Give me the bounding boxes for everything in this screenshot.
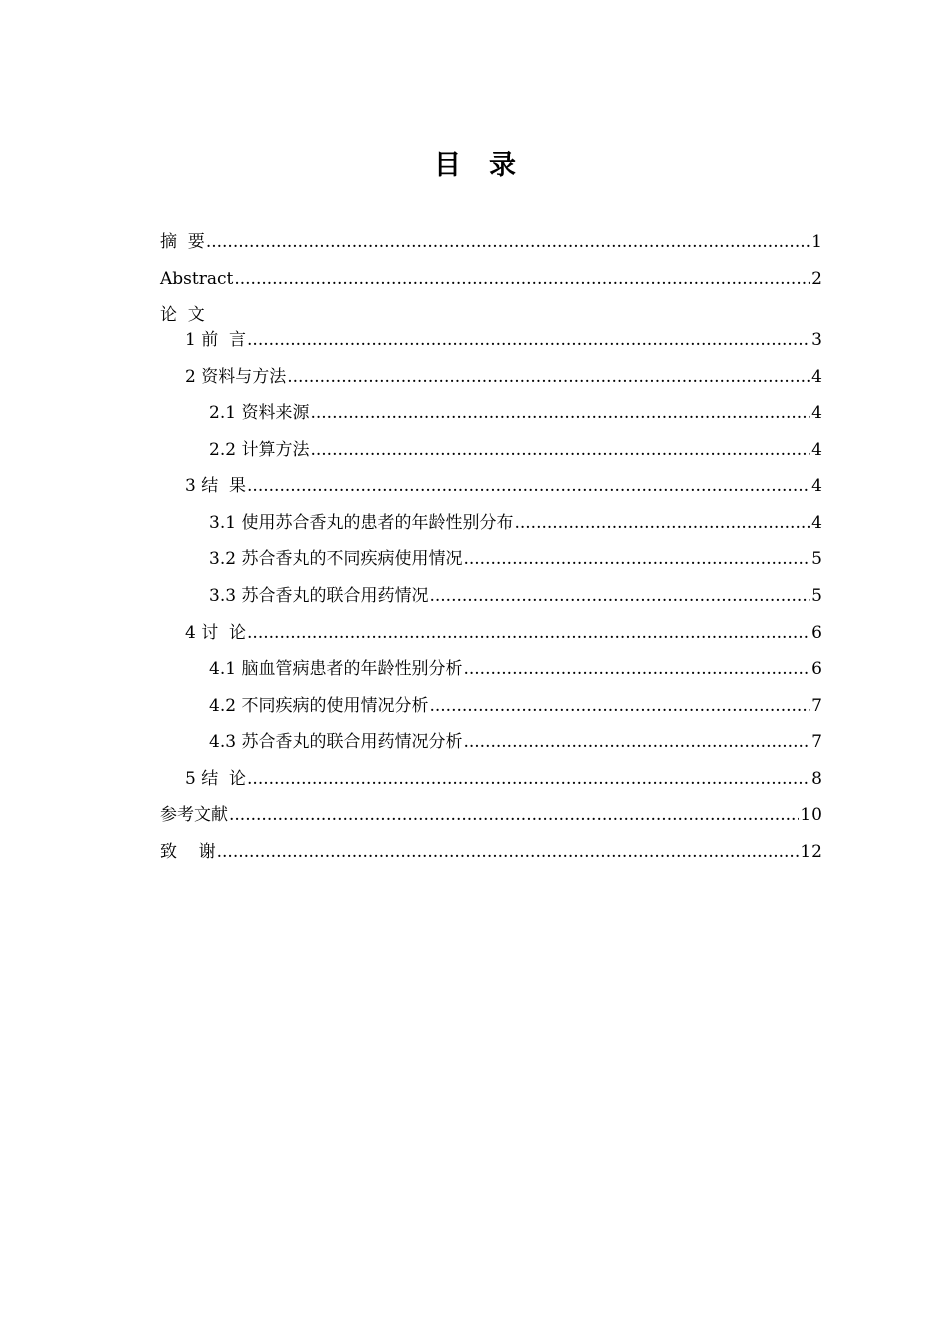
toc-entry-section-3[interactable] (185, 475, 822, 497)
toc-entry-page: 5 (811, 586, 822, 606)
toc-entry-section-4-1[interactable] (209, 658, 822, 680)
toc-entry-page: 7 (811, 696, 822, 716)
toc-entry-section-4-3[interactable] (209, 731, 822, 753)
toc-entry-section-3-3[interactable] (209, 585, 822, 607)
toc-entry-page: 1 (811, 232, 822, 252)
toc-entry-section-2-2[interactable] (209, 439, 822, 461)
toc-entry-label: 致 谢 (160, 842, 216, 862)
toc-entry-label: 摘 要 (160, 232, 205, 252)
toc-entry-section-4[interactable] (185, 622, 822, 644)
toc-entry-label: 2.1 资料来源 (209, 403, 310, 423)
toc-entry-label: 3.3 苏合香丸的联合用药情况 (209, 586, 429, 606)
toc-entry-page: 5 (811, 549, 822, 569)
toc-entry-section-2-1[interactable] (209, 402, 822, 424)
toc-entry-section-5[interactable] (185, 768, 822, 790)
toc-entry-section-1[interactable] (185, 329, 822, 351)
toc-entry-label: 3 结 果 (185, 476, 247, 496)
toc-entry-page: 2 (811, 269, 822, 289)
toc-leader-dots (310, 402, 810, 424)
toc-entry-abstract-cn[interactable] (160, 231, 822, 253)
toc-entry-page: 4 (811, 440, 822, 460)
toc-heading-thesis: 论 文 (160, 305, 205, 325)
toc-leader-dots (514, 512, 810, 534)
toc-leader-dots (463, 731, 810, 753)
toc-leader-dots (247, 768, 810, 790)
toc-entry-label: Abstract (160, 269, 234, 289)
toc-entry-label: 4.2 不同疾病的使用情况分析 (209, 696, 429, 716)
toc-entry-page: 4 (811, 403, 822, 423)
toc-entry-label: 2.2 计算方法 (209, 440, 310, 460)
toc-leader-dots (287, 366, 810, 388)
toc-leader-dots (217, 841, 800, 863)
toc-entry-acknowledgements[interactable] (160, 841, 822, 863)
toc-entry-page: 10 (800, 805, 822, 825)
title-char-2: 录 (489, 150, 516, 181)
toc-entry-section-4-2[interactable] (209, 695, 822, 717)
toc-leader-dots (247, 329, 810, 351)
toc-entry-page: 4 (811, 476, 822, 496)
toc-entry-page: 6 (811, 623, 822, 643)
toc-leader-dots (429, 695, 810, 717)
toc-entry-section-2[interactable] (185, 366, 822, 388)
toc-entry-label: 参考文献 (160, 805, 228, 825)
toc-entry-page: 12 (800, 842, 822, 862)
toc-entry-page: 4 (811, 513, 822, 533)
toc-leader-dots (463, 658, 810, 680)
toc-entry-label: 5 结 论 (185, 769, 247, 789)
toc-entry-page: 4 (811, 367, 822, 387)
title-char-1: 目 (434, 150, 461, 181)
toc-leader-dots (429, 585, 810, 607)
toc-entry-page: 3 (811, 330, 822, 350)
toc-entry-label: 3.2 苏合香丸的不同疾病使用情况 (209, 549, 463, 569)
toc-entry-references[interactable] (160, 804, 822, 826)
toc-leader-dots (206, 231, 810, 253)
page-title (0, 148, 950, 184)
toc-entry-page: 8 (811, 769, 822, 789)
toc-leader-dots (310, 439, 810, 461)
toc-entry-abstract-en[interactable] (160, 268, 822, 290)
toc-entry-label: 3.1 使用苏合香丸的患者的年龄性别分布 (209, 513, 514, 533)
toc-leader-dots (463, 548, 810, 570)
toc-entry-section-3-2[interactable] (209, 548, 822, 570)
toc-leader-dots (247, 622, 810, 644)
toc-entry-label: 2 资料与方法 (185, 367, 287, 387)
toc-entry-page: 6 (811, 659, 822, 679)
toc-leader-dots (247, 475, 810, 497)
toc-entry-section-3-1[interactable] (209, 512, 822, 534)
toc-entry-label: 4.1 脑血管病患者的年龄性别分析 (209, 659, 463, 679)
toc-entry-label: 4.3 苏合香丸的联合用药情况分析 (209, 732, 463, 752)
toc-leader-dots (234, 268, 810, 290)
toc-entry-label: 1 前 言 (185, 330, 247, 350)
toc-entry-page: 7 (811, 732, 822, 752)
toc-leader-dots (229, 804, 799, 826)
toc-entry-label: 4 讨 论 (185, 623, 247, 643)
